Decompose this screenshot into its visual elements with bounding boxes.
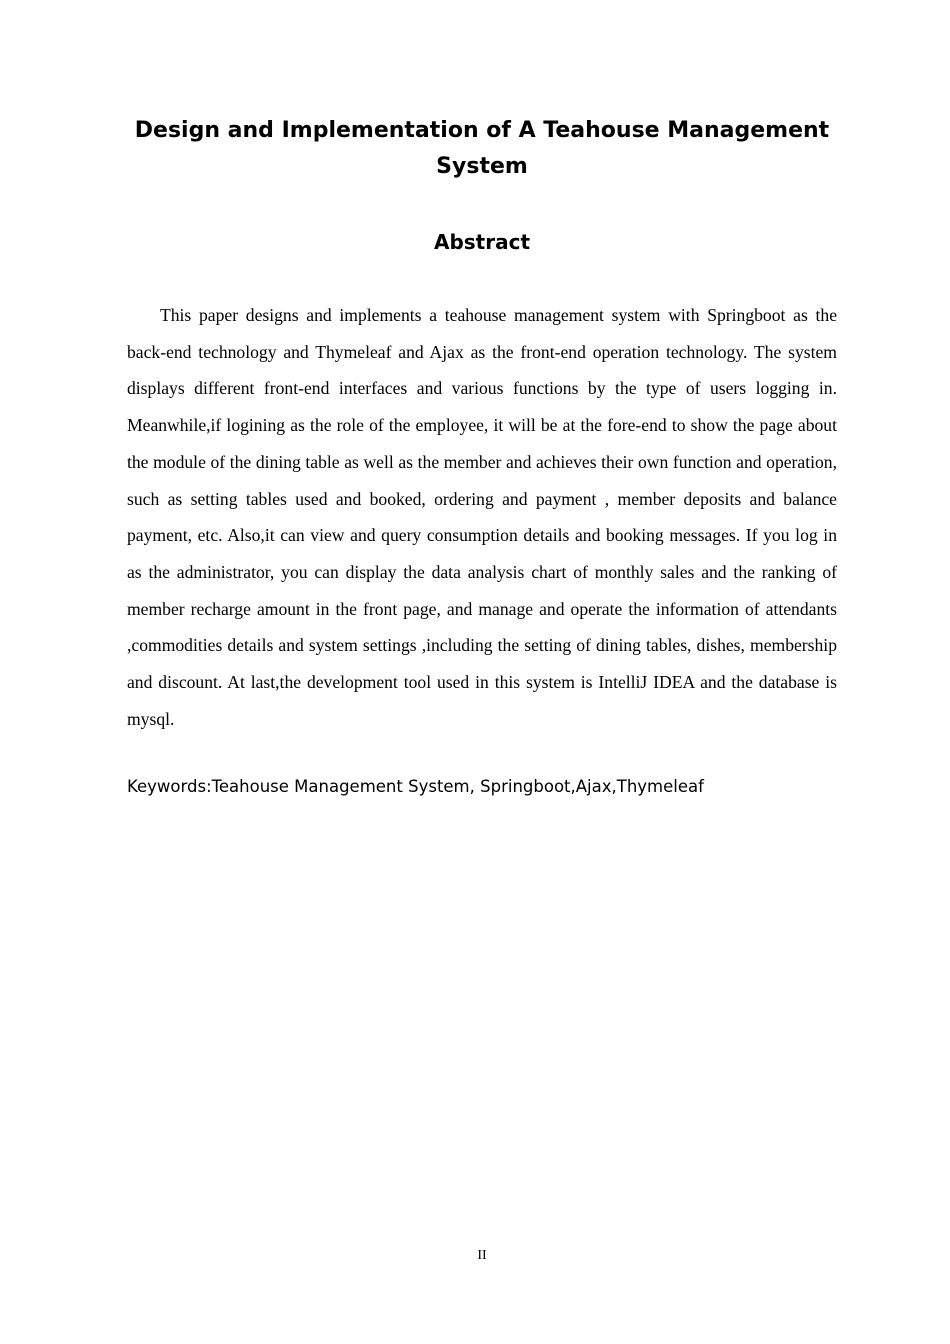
page-number: II [477, 1248, 487, 1263]
abstract-body: This paper designs and implements a teahouse management system with Springboot as the back-end technology and Thymeleaf and Ajax as the front-end operation technology. The system displays different front-end interfaces and various functions by the type of users logging in. Meanwhile,if logining as the role of the employee, it will be at the fore-end to show the page about the module of the dining table as well as the member and achieves their own function and operation, such as setting tables used and booked, ordering and payment , member deposits and balance payment, etc. Also,it can view and query consumption details and booking messages. If you log in as the administrator, you can display the data analysis chart of monthly sales and the ranking of member recharge amount in the front page, and manage and operate the information of attendants ,commodities details and system settings ,including the setting of dining tables, dishes, membership and discount. At last,the development tool used in this system is IntelliJ IDEA and the database is mysql. [127, 305, 837, 729]
abstract-heading: Abstract [433, 230, 531, 254]
keywords-line: Keywords:Teahouse Management System, Springboot,Ajax,Thymeleaf [127, 777, 704, 796]
paper-title: Design and Implementation of A Teahouse Management System [134, 118, 830, 179]
